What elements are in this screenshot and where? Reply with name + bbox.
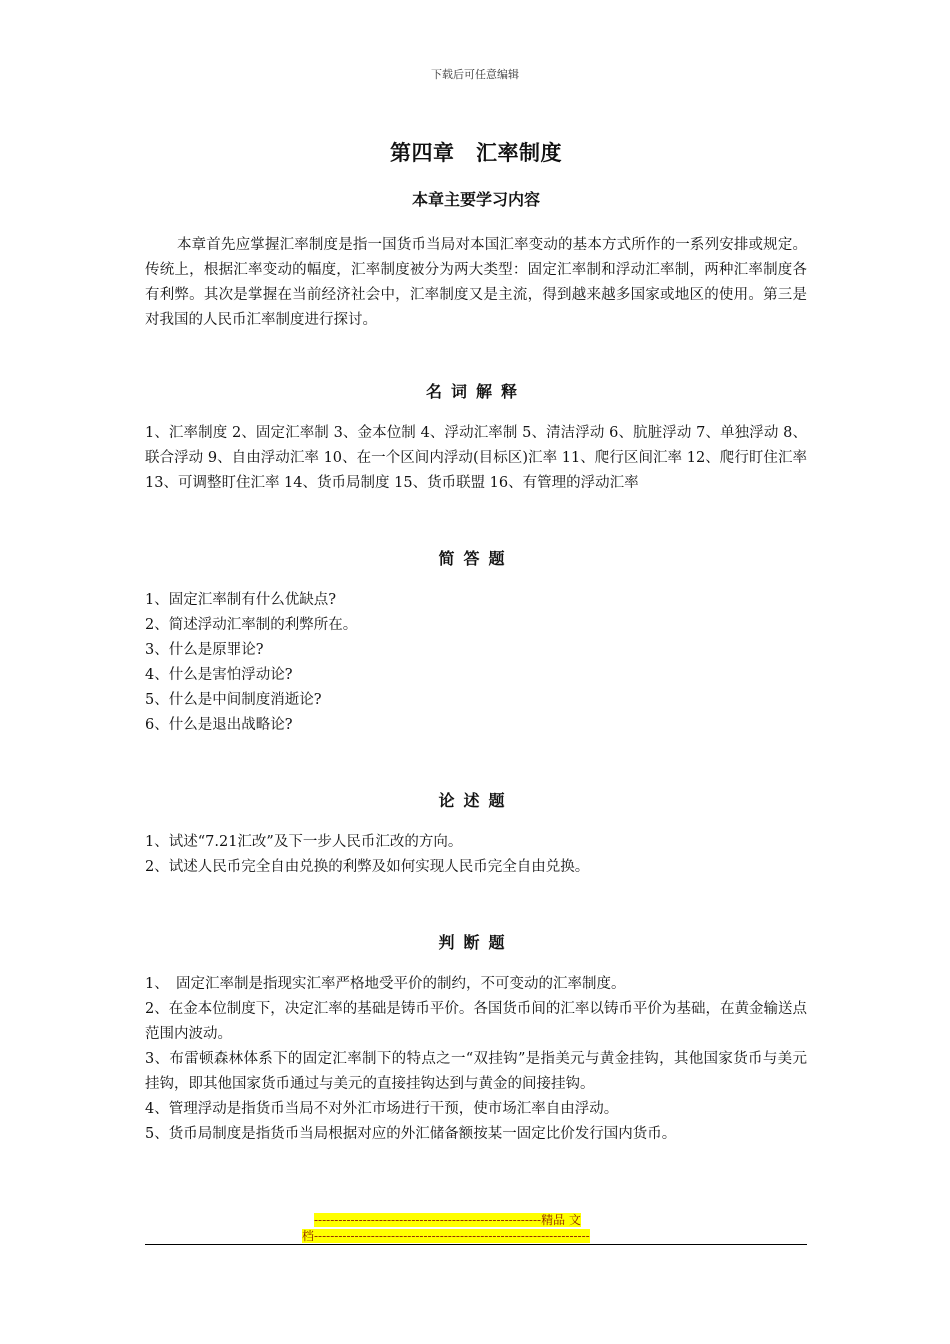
header-note: 下载后可任意编辑 — [431, 68, 519, 81]
list-item: 1、试述“7.21汇改”及下一步人民币汇改的方向。 — [145, 834, 463, 850]
footer-line-2: 档-------------------------------------------------------------------- — [302, 1229, 590, 1243]
chapter-title: 第四章 汇率制度 — [390, 140, 562, 165]
list-item: 2、试述人民币完全自由兑换的利弊及如何实现人民币完全自由兑换。 — [145, 859, 590, 875]
list-item: 3、什么是原罪论? — [145, 642, 264, 658]
list-item: 1、 固定汇率制是指现实汇率严格地受平价的制约，不可变动的汇率制度。 — [145, 976, 626, 992]
short-answer-list — [145, 588, 807, 738]
footer-watermark — [302, 1212, 648, 1244]
list-item: 2、在金本位制度下，决定汇率的基础是铸币平价。各国货币间的汇率以铸币平价为基础，在黄金输送点范围内波动。 — [145, 1001, 807, 1042]
list-item: 6、什么是退出战略论? — [145, 717, 293, 733]
terms-list: 1、汇率制度 2、固定汇率制 3、金本位制 4、浮动汇率制 5、清洁浮动 6、肮脏浮动 7、单独浮动 8、联合浮动 9、自由浮动汇率 10、在一个区间内浮动(目标区)汇率 11、爬行区间汇率 12、爬行盯住汇率 13、可调整盯住汇率 14、货币局制度 15、货币联盟 16、有管理的浮动汇率 — [145, 425, 807, 491]
essay-list — [145, 830, 807, 880]
judgement-list — [145, 972, 807, 1147]
footer-line-1: --------------------------------------------------------精品 文 — [314, 1213, 581, 1227]
document-body — [145, 136, 807, 1147]
list-item: 2、简述浮动汇率制的利弊所在。 — [145, 617, 358, 633]
footer-divider — [145, 1244, 807, 1245]
short-answer-heading: 简答题 — [438, 549, 514, 568]
list-item: 5、货币局制度是指货币当局根据对应的外汇储备额按某一固定比价发行国内货币。 — [145, 1126, 677, 1142]
terms-heading: 名词解释 — [425, 382, 526, 401]
judgement-heading: 判断题 — [438, 933, 514, 952]
list-item: 3、布雷顿森林体系下的固定汇率制下的特点之一“双挂钩”是指美元与黄金挂钩，其他国家货币与美元挂钩，即其他国家货币通过与美元的直接挂钩达到与黄金的间接挂钩。 — [145, 1051, 807, 1092]
essay-heading: 论述题 — [438, 791, 514, 810]
list-item: 4、什么是害怕浮动论? — [145, 667, 293, 683]
list-item: 5、什么是中间制度消逝论? — [145, 692, 322, 708]
intro-paragraph: 本章首先应掌握汇率制度是指一国货币当局对本国汇率变动的基本方式所作的一系列安排或规定。传统上，根据汇率变动的幅度，汇率制度被分为两大类型：固定汇率制和浮动汇率制，两种汇率制度各有利弊。其次是掌握在当前经济社会中，汇率制度又是主流，得到越来越多国家或地区的使用。第三是对我国的人民币汇率制度进行探讨。 — [145, 237, 807, 328]
list-item: 4、管理浮动是指货币当局不对外汇市场进行干预，使市场汇率自由浮动。 — [145, 1101, 619, 1117]
list-item: 1、固定汇率制有什么优缺点? — [145, 592, 336, 608]
section-subtitle: 本章主要学习内容 — [411, 190, 540, 209]
